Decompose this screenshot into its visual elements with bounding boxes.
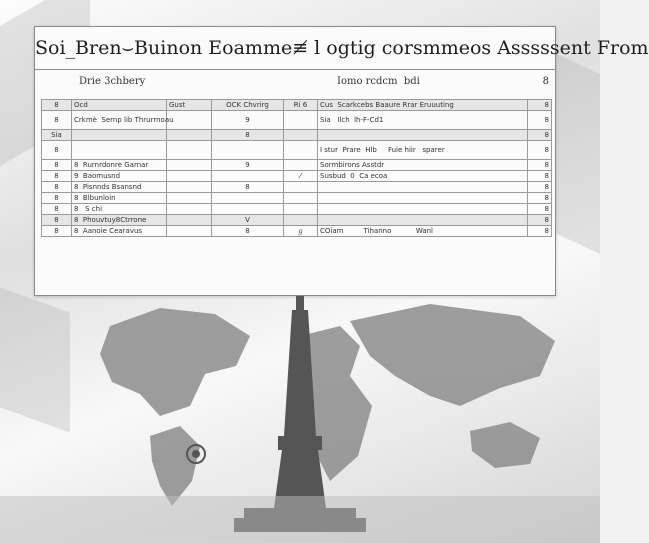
tower-illustration (0, 296, 600, 543)
table-cell-end: 8 (528, 111, 552, 130)
table-cell-end: 8 (528, 215, 552, 226)
assessment-table (41, 99, 552, 237)
table-cell-a (72, 141, 167, 160)
table-cell-a: Ocd (72, 100, 167, 111)
assessment-form (34, 26, 649, 296)
table-cell-c: 8 (212, 182, 284, 193)
table-row (42, 226, 552, 237)
table-cell-no: 8 (42, 204, 72, 215)
table-cell-no: 8 (42, 215, 72, 226)
table-cell-end: 8 (528, 204, 552, 215)
table-cell-end: 8 (528, 130, 552, 141)
illustration-scene (0, 296, 600, 543)
table-cell-end: 8 (528, 141, 552, 160)
table-cell-b (167, 182, 212, 193)
table-cell-a (72, 130, 167, 141)
table-cell-no: 8 (42, 171, 72, 182)
table-cell-e: Sormbirons Asstdr (318, 160, 528, 171)
table-cell-c: 8 (212, 226, 284, 237)
table-cell-no: 8 (42, 193, 72, 204)
table-cell-d (284, 160, 318, 171)
subheader-right: Iomo rcdcm bdi (337, 76, 420, 87)
table-cell-b (167, 204, 212, 215)
table-cell-a: 8 Aanoie Cearavus (72, 226, 167, 237)
table-cell-end: 8 (528, 160, 552, 171)
table-cell-d: ℊ (284, 226, 318, 237)
table-cell-d: Ri 6 (284, 100, 318, 111)
table-cell-e: Cus Scarkcebs Baaure Rrar Eruuuting (318, 100, 528, 111)
table-cell-a: 8 Blbunloin (72, 193, 167, 204)
table-cell-a: 8 Pisnnds Bsansnd (72, 182, 167, 193)
table-row (42, 204, 552, 215)
subheader-left: Drie 3chbery (79, 76, 146, 87)
floor (0, 496, 600, 543)
table-cell-e (318, 182, 528, 193)
table-cell-no: 8 (42, 141, 72, 160)
table-row (42, 215, 552, 226)
table-cell-d (284, 111, 318, 130)
table-row (42, 182, 552, 193)
table-cell-e: Sia Ilch lh-F-Cd1 (318, 111, 528, 130)
table-cell-d (284, 141, 318, 160)
table-cell-no: 8 (42, 226, 72, 237)
table-cell-no: 8 (42, 160, 72, 171)
table-cell-no: Sia (42, 130, 72, 141)
table-cell-c (212, 204, 284, 215)
form-title: Soi_Bren⌣Buinon Eoamme≢ l ogtig corsmmeos Asssssent From (35, 27, 555, 70)
table-cell-b (167, 226, 212, 237)
table-cell-b (167, 171, 212, 182)
table-row (42, 141, 552, 160)
table-row (42, 160, 552, 171)
table-cell-b (167, 141, 212, 160)
table-cell-c (212, 193, 284, 204)
table-cell-end: 8 (528, 226, 552, 237)
table-cell-a: 8 S chi (72, 204, 167, 215)
table-cell-e: I stur Prare Hlb Fuie hiir sparer (318, 141, 528, 160)
table-cell-no: 8 (42, 182, 72, 193)
table-cell-e (318, 215, 528, 226)
table-cell-e: Susbud 0 Ca ecoa (318, 171, 528, 182)
form-subheader (41, 71, 551, 93)
table-cell-e (318, 193, 528, 204)
table-cell-b (167, 130, 212, 141)
table-cell-end: 8 (528, 182, 552, 193)
subheader-corner: 8 (542, 76, 549, 87)
table-cell-b: Gust (167, 100, 212, 111)
table-cell-no: 8 (42, 100, 72, 111)
table-cell-d (284, 204, 318, 215)
table-cell-d (284, 215, 318, 226)
table-cell-a: 8 Rurnrdonre Garnar (72, 160, 167, 171)
table-cell-b (167, 193, 212, 204)
table-cell-end: 8 (528, 193, 552, 204)
table-cell-end: 8 (528, 171, 552, 182)
table-cell-b (167, 160, 212, 171)
table-cell-c: OCK Chvrirg (212, 100, 284, 111)
table-cell-d: ⁄ (284, 171, 318, 182)
table-cell-end: 8 (528, 100, 552, 111)
table-cell-c (212, 171, 284, 182)
table-row (42, 130, 552, 141)
table-cell-b (167, 215, 212, 226)
table-cell-e (318, 204, 528, 215)
table-cell-e: COiam Tihanno Wanl (318, 226, 528, 237)
table-cell-c: V (212, 215, 284, 226)
table-row (42, 111, 552, 130)
table-cell-c: 8 (212, 130, 284, 141)
table-cell-a: 8 Phouvtuy8Ctrrone (72, 215, 167, 226)
table-cell-e (318, 130, 528, 141)
table-row (42, 100, 552, 111)
table-cell-c: 9 (212, 111, 284, 130)
table-row (42, 171, 552, 182)
table-cell-c (212, 141, 284, 160)
table-cell-no: 8 (42, 111, 72, 130)
table-cell-a: Crkmè Sernp lib Thrurrnoau (72, 111, 167, 130)
table-cell-d (284, 193, 318, 204)
table-cell-a: 9 Baomusnd (72, 171, 167, 182)
table-cell-d (284, 130, 318, 141)
table-row (42, 193, 552, 204)
table-cell-d (284, 182, 318, 193)
table-cell-c: 9 (212, 160, 284, 171)
